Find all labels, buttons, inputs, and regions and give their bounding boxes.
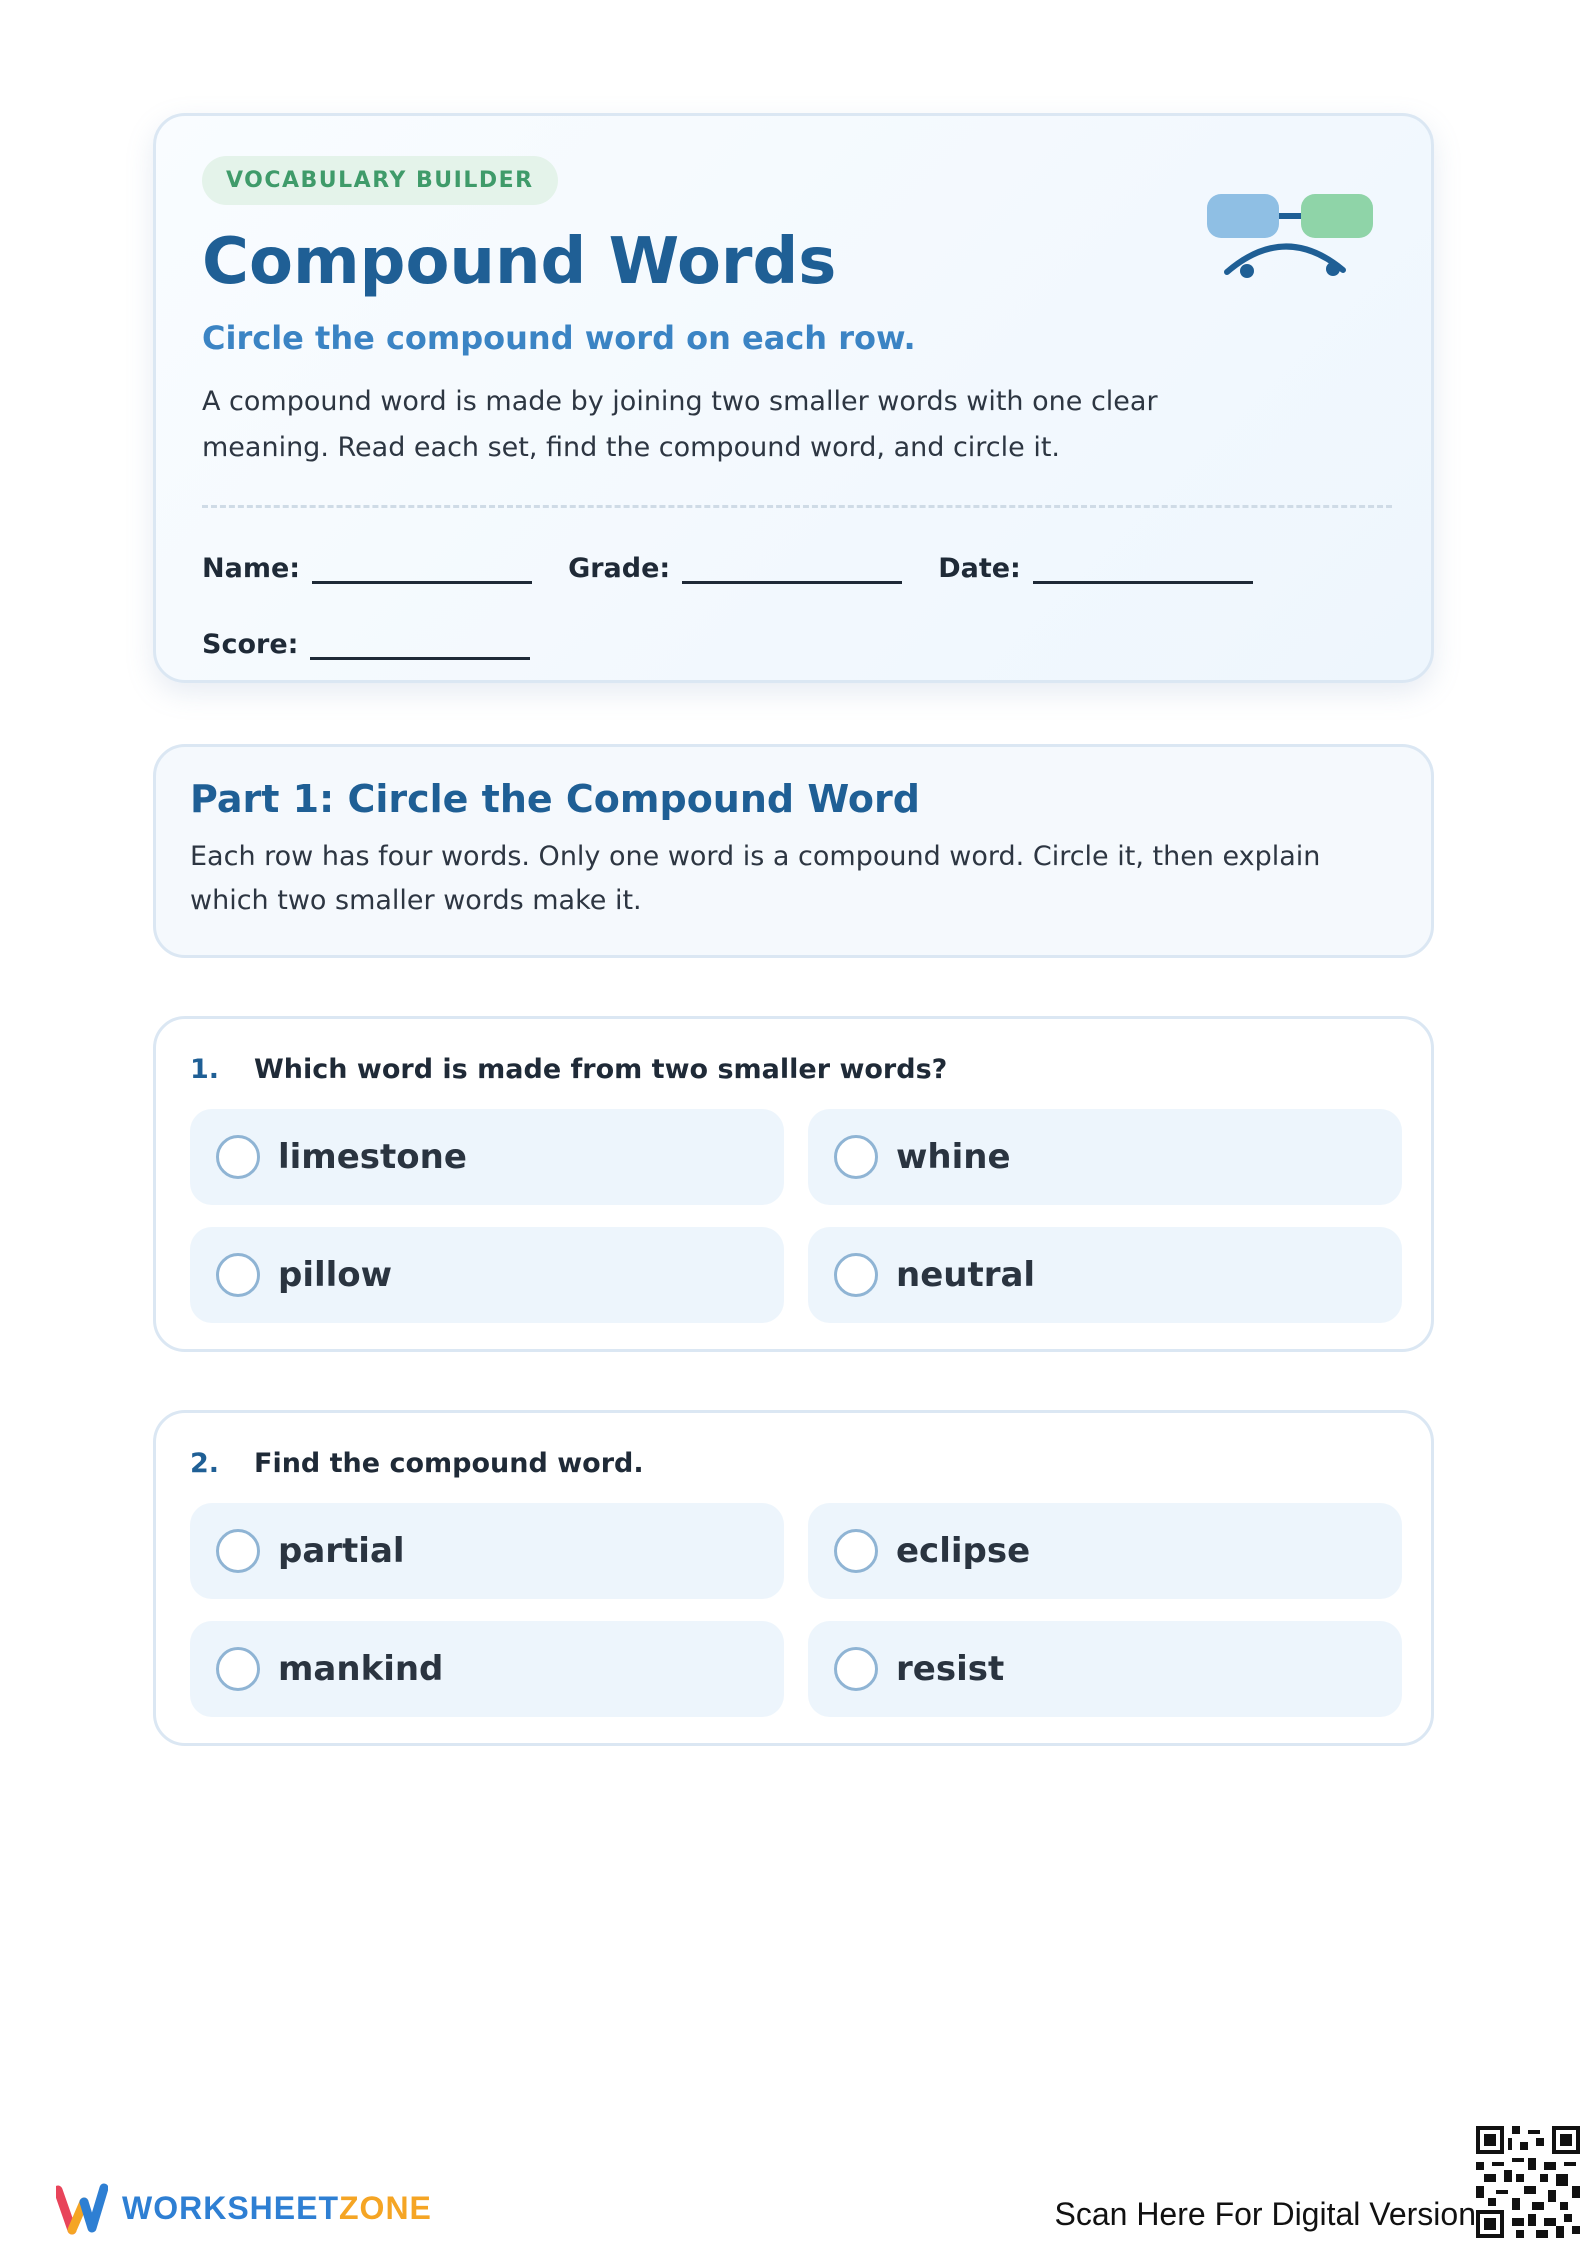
- name-line[interactable]: [312, 548, 532, 584]
- question-prompt: Which word is made from two smaller words?: [254, 1053, 948, 1085]
- part1-instructions: Each row has four words. Only one word is a compound word. Circle it, then explain which two smaller words make it.: [190, 841, 1321, 916]
- date-line[interactable]: [1033, 548, 1253, 584]
- logo-text-worksheet: WORKSHEET: [122, 2189, 339, 2226]
- radio-circle-icon[interactable]: [216, 1253, 260, 1297]
- question-card-1: [153, 1016, 1434, 1352]
- question-number: 1.: [190, 1053, 220, 1085]
- logo-text-zone: ZONE: [339, 2189, 432, 2226]
- radio-circle-icon[interactable]: [834, 1529, 878, 1573]
- part1-title: Part 1: Circle the Compound Word: [190, 777, 920, 821]
- radio-circle-icon[interactable]: [216, 1135, 260, 1179]
- logo-mark-icon: [56, 2180, 108, 2236]
- answer-option[interactable]: [190, 1621, 784, 1717]
- radio-circle-icon[interactable]: [216, 1647, 260, 1691]
- dashed-divider: [202, 505, 1392, 508]
- answer-option-label: eclipse: [896, 1531, 1031, 1571]
- page-title: Compound Words: [202, 225, 837, 299]
- grade-line[interactable]: [682, 548, 902, 584]
- question-number: 2.: [190, 1447, 220, 1479]
- answer-options: [190, 1503, 1397, 1717]
- answer-option[interactable]: [190, 1227, 784, 1323]
- answer-option[interactable]: [808, 1109, 1402, 1205]
- category-badge: VOCABULARY BUILDER: [202, 156, 558, 205]
- date-field[interactable]: [938, 548, 1253, 584]
- radio-circle-icon[interactable]: [834, 1647, 878, 1691]
- radio-circle-icon[interactable]: [834, 1253, 878, 1297]
- radio-circle-icon[interactable]: [834, 1135, 878, 1179]
- name-field[interactable]: [202, 548, 532, 584]
- radio-circle-icon[interactable]: [216, 1529, 260, 1573]
- answer-option-label: mankind: [278, 1649, 444, 1689]
- header-card: [153, 113, 1434, 683]
- answer-option-label: pillow: [278, 1255, 393, 1295]
- name-label: Name:: [202, 553, 301, 585]
- answer-option[interactable]: [190, 1503, 784, 1599]
- question-card-2: [153, 1410, 1434, 1746]
- answer-option-label: partial: [278, 1531, 405, 1571]
- date-label: Date:: [938, 553, 1021, 585]
- question-prompt: Find the compound word.: [254, 1447, 644, 1479]
- grade-field[interactable]: [568, 548, 902, 584]
- part1-card: [153, 744, 1434, 958]
- page-subtitle: Circle the compound word on each row.: [202, 319, 916, 358]
- score-label: Score:: [202, 629, 299, 661]
- qr-code-icon[interactable]: [1476, 2126, 1580, 2238]
- answer-option[interactable]: [808, 1503, 1402, 1599]
- score-field[interactable]: [202, 624, 530, 660]
- score-line[interactable]: [310, 624, 530, 660]
- answer-option-label: resist: [896, 1649, 1005, 1689]
- answer-options: [190, 1109, 1397, 1323]
- answer-option[interactable]: [808, 1621, 1402, 1717]
- scan-instruction: Scan Here For Digital Version: [1054, 2196, 1476, 2232]
- logo-text: [122, 2190, 432, 2227]
- grade-label: Grade:: [568, 553, 671, 585]
- answer-option[interactable]: [190, 1109, 784, 1205]
- answer-option-label: neutral: [896, 1255, 1036, 1295]
- linked-blocks-icon: [1205, 192, 1375, 282]
- page-description: A compound word is made by joining two smaller words with one clear meaning. Read each set, find the compound word, and circle it.: [202, 386, 1158, 464]
- answer-option-label: whine: [896, 1137, 1011, 1177]
- answer-option-label: limestone: [278, 1137, 467, 1177]
- worksheetzone-logo[interactable]: [56, 2180, 432, 2236]
- answer-option[interactable]: [808, 1227, 1402, 1323]
- student-fields: [202, 536, 1385, 660]
